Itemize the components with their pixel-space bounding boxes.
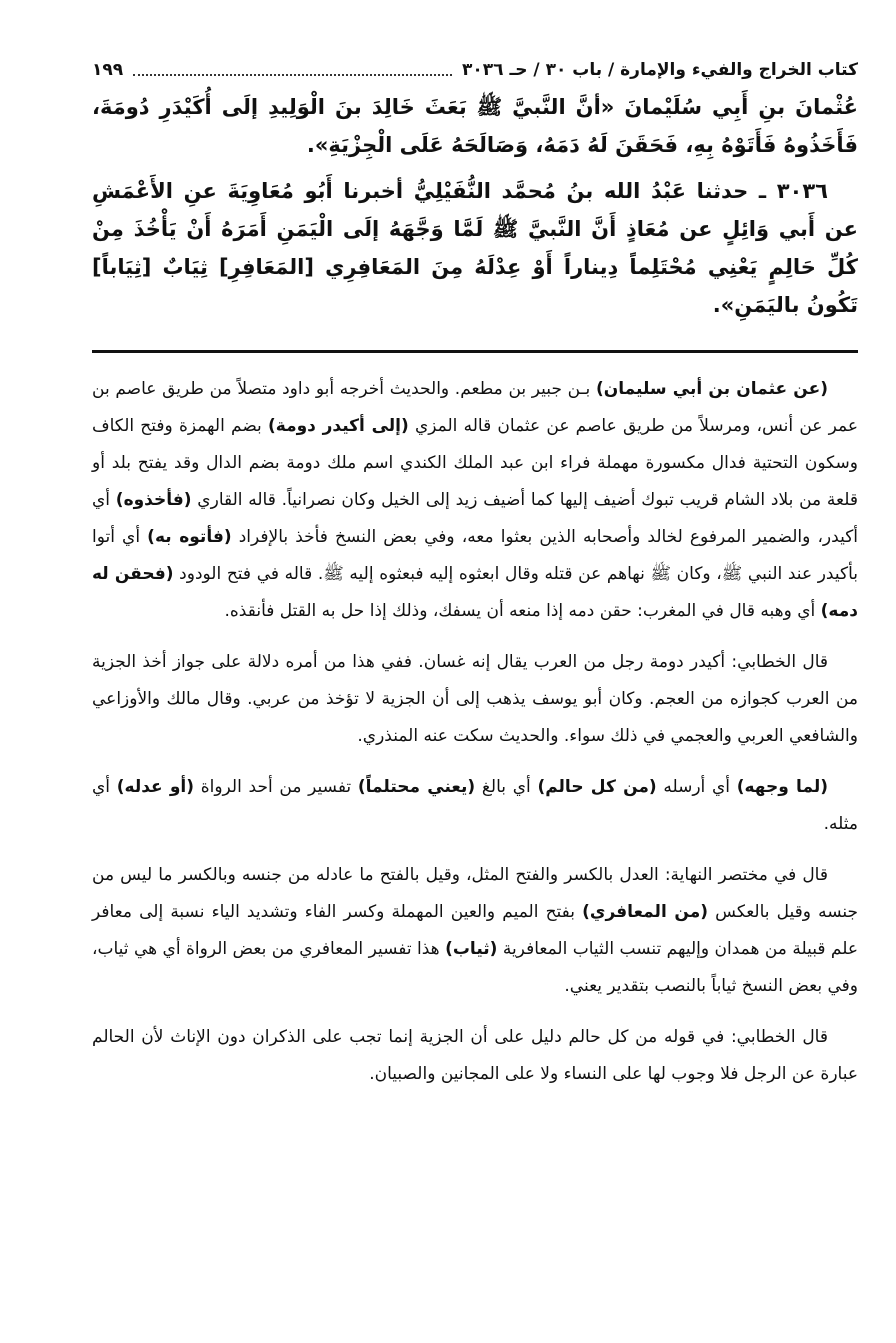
- commentary-text: أي مثله.: [92, 777, 858, 834]
- commentary-text: بـن جبير بن مطعم. والحديث أخرجه أبو داود متصلاً من طريق عاصم بن عمر عن أنس، ومرسلاً من طريق عاصم عن عثمان قاله المزي: [92, 379, 858, 436]
- commentary-text: بفتح الميم والعين المهملة وكسر الفاء وتشديد الياء نسبة إلى معافر علم قبيلة من همدان وإليهم تنسب الثياب المعافرية: [92, 902, 858, 959]
- commentary-text: قال الخطابي: أكيدر دومة رجل من العرب يقال إنه غسان. ففي هذا من أمره دلالة على جواز أخذ الجزية من العرب كجوازه من العجم. وكان أبو يوسف يذهب إلى أن الجزية لا تؤخذ من عربي. وقال مالك والأوزاعي والشافعي العربي والعجمي في ذلك سواء. والحديث سكت عنه المنذري.: [92, 652, 858, 746]
- commentary-text: تفسير من أحد الرواة: [194, 777, 358, 797]
- commentary-paragraph: [92, 857, 858, 1005]
- quoted-term: (إلى أكيدر دومة): [268, 416, 409, 436]
- commentary-text: أي وهبه قال في المغرب: حقن دمه إذا منعه أن يسفك، وذلك إذا حل به القتل فأنقذه.: [224, 601, 821, 621]
- commentary-text: أي أرسله: [656, 777, 737, 797]
- commentary-text: قال الخطابي: في قوله من كل حالم دليل على أن الجزية إنما تجب على الذكران دون الإناث لأن الحالم عبارة عن الرجل فلا وجوب لها على النساء ولا على المجانين والصبيان.: [92, 1027, 858, 1084]
- quoted-term: (فحقن له دمه): [92, 564, 858, 621]
- commentary-paragraph: [92, 644, 858, 755]
- commentary-text: هذا تفسير المعافري من بعض الرواة أي هي ثياب، وفي بعض النسخ ثياباً بالنصب بتقدير يعني.: [92, 939, 858, 996]
- book-page: [92, 52, 858, 1107]
- quoted-term: (فأخذوه): [115, 490, 192, 510]
- commentary-text: أي بالغ: [475, 777, 538, 797]
- page-number: ١٩٩: [92, 60, 124, 80]
- header-dot-leader: [133, 64, 452, 76]
- header-title: كتاب الخراج والفيء والإمارة / باب ٣٠ / حـ ٣٠٣٦: [462, 60, 858, 80]
- commentary: [92, 371, 858, 1093]
- commentary-paragraph: [92, 1019, 858, 1093]
- commentary-paragraph: [92, 371, 858, 630]
- quoted-term: (أو عدله): [116, 777, 195, 797]
- quoted-term: (يعني محتلماً): [357, 777, 476, 797]
- main-text: [92, 88, 858, 324]
- commentary-text: أي أكيدر، والضمير المرفوع لخالد وأصحابه الذين بعثوا معه، وفي بعض النسخ فأخذ بالإفراد: [92, 490, 859, 547]
- quoted-term: (من كل حالم): [537, 777, 657, 797]
- quoted-term: (ثياب): [445, 939, 498, 959]
- quoted-term: (من المعافري): [582, 902, 709, 922]
- hadith-3036: ٣٠٣٦ ـ حدثنا عَبْدُ الله بنُ مُحمَّد النُّفَيْلِيُّ أخبرنا أَبُو مُعَاوِيَةَ عنِ الأَعْمَشِ عن أَبي وَائِلٍ عن مُعَاذٍ أَنَّ النَّبيَّ ﷺ لَمَّا وَجَّهَهُ إلَى الْيَمَنِ أَمَرَهُ أَنْ يَأْخُذَ مِنْ كُلِّ حَالِمٍ يَعْنِي مُحْتَلِماً دِيناراً أَوْ عِدْلَهُ مِنَ المَعَافِرِي [المَعَافِرِ] ثِيَابٌ [ثِيَاباً] تَكُونُ باليَمَنِ».: [92, 179, 858, 317]
- commentary-paragraph: [92, 769, 858, 843]
- quoted-term: (فأتوه به): [147, 527, 232, 547]
- commentary-text: بضم الهمزة وفتح الكاف وسكون التحتية فدال مكسورة مهملة فراء ابن عبد الملك الكندي اسم ملك دومة بضم الدال وقد يفتح بلد أو قلعة من بلاد الشام قريب تبوك أضيف إليها كما أضيف زيد إلى الخيل وكان نصرانياً. قاله القاري: [92, 416, 858, 510]
- footnote-separator: [92, 350, 858, 353]
- quoted-term: (لما وجهه): [736, 777, 828, 797]
- commentary-text: أي أتوا بأكيدر عند النبي ﷺ، وكان ﷺ نهاهم عن قتله وقال ابعثوه إليه فبعثوه إليه ﷺ. قاله في فتح الودود: [92, 527, 858, 584]
- quoted-term: (عن عثمان بن أبي سليمان): [595, 379, 828, 399]
- main-paragraph: عُثْمانَ بنِ أَبِي سُلَيْمانَ «أنَّ النَّبيَّ ﷺ بَعَثَ خَالِدَ بنَ الْوَلِيدِ إلَى أُكَيْدَرِ دُومَةَ، فَأَخَذُوهُ فَأَتَوْهُ بِهِ، فَحَقَنَ لَهُ دَمَهُ، وَصَالَحَهُ عَلَى الْجِزْيَةِ».: [92, 95, 858, 157]
- commentary-text: قال في مختصر النهاية: العدل بالكسر والفتح المثل، وقيل بالفتح ما عادله من جنسه وبالكسر ما ليس من جنسه وقيل بالعكس: [92, 865, 859, 922]
- running-header: [92, 52, 858, 88]
